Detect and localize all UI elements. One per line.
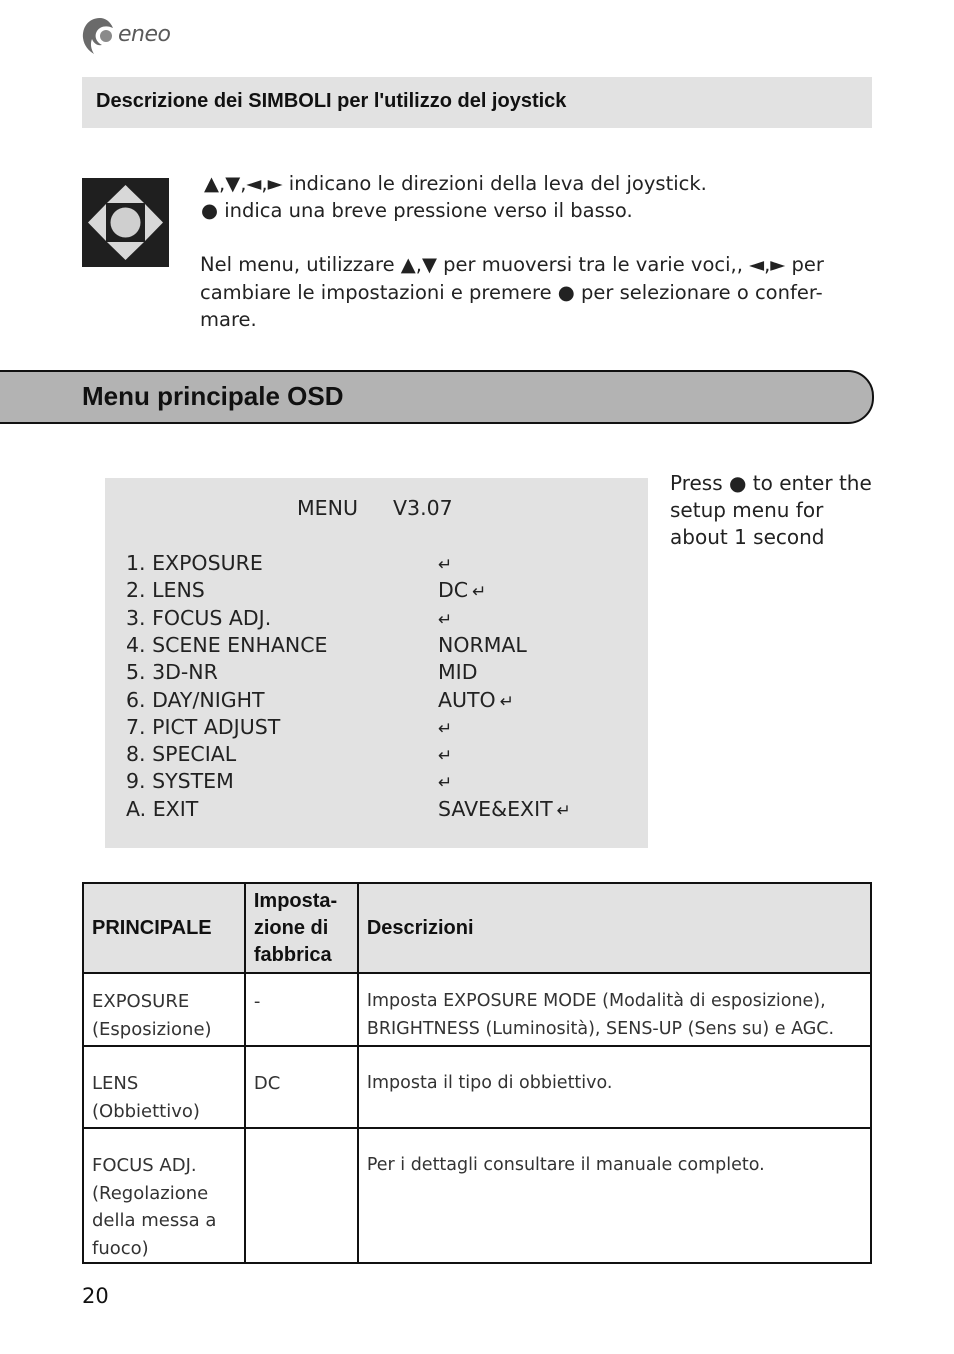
row-name: LENS (Obbiettivo) — [83, 1046, 245, 1128]
osd-menu-item-label: 6. DAY/NIGHT — [126, 687, 265, 712]
row-desc: Imposta EXPOSURE MODE (Modalità di esposizione), BRIGHTNESS (Luminosità), SENS-UP (Sens su) e AGC. — [358, 973, 871, 1046]
osd-menu-item-label: 4. SCENE ENHANCE — [126, 632, 328, 657]
table-row — [83, 973, 871, 1046]
osd-menu-item-label: A. EXIT — [126, 796, 199, 821]
osd-menu-item-value-text: SAVE&EXIT — [438, 796, 553, 821]
enter-icon: ↵ — [499, 691, 514, 712]
settings-table — [82, 882, 872, 1264]
eneo-logo-icon — [80, 16, 120, 58]
osd-menu-item-value — [438, 769, 452, 793]
header-principale: PRINCIPALE — [83, 883, 245, 973]
enter-icon: ↵ — [438, 609, 453, 630]
osd-menu-item-value-text: MID — [438, 660, 478, 685]
osd-menu-item-value — [438, 578, 486, 602]
osd-menu-item-value — [438, 551, 452, 575]
osd-menu-item-value-text: AUTO — [438, 687, 496, 712]
enter-icon: ↵ — [472, 582, 487, 603]
osd-menu-item-label: 7. PICT ADJUST — [126, 714, 281, 739]
osd-menu-item-value — [438, 715, 452, 739]
row-default — [245, 1128, 358, 1263]
logo-text: eneo — [118, 22, 171, 47]
osd-menu-item-label: 9. SYSTEM — [126, 769, 234, 794]
navigation-instructions: Nel menu, utilizzare ▲,▼ per muoversi tra le varie voci,, ◄,► per cambiare le impostazioni e premere ● per selezionare o confer-mare. — [200, 253, 824, 331]
osd-menu-item-value — [438, 797, 571, 821]
direction-description: ▲,▼,◄,► indicano le direzioni della leva del joystick. — [204, 172, 707, 195]
osd-menu-item-value — [438, 606, 452, 630]
osd-menu-item-value-text: NORMAL — [438, 632, 527, 657]
row-name: FOCUS ADJ. (Regolazione della messa a fuoco) — [83, 1128, 245, 1263]
osd-menu-title: MENU — [297, 496, 358, 520]
row-default: - — [245, 973, 358, 1046]
press-description: ● indica una breve pressione verso il basso. — [201, 199, 633, 222]
enter-icon: ↵ — [438, 718, 453, 739]
osd-menu-item-value — [438, 660, 478, 684]
table-row — [83, 1128, 871, 1263]
table-header-row — [83, 883, 871, 973]
row-default: DC — [245, 1046, 358, 1128]
osd-menu-item-value — [438, 742, 452, 766]
page-number: 20 — [82, 1284, 109, 1308]
header-descrizioni: Descrizioni — [358, 883, 871, 973]
enter-icon: ↵ — [438, 746, 453, 767]
osd-menu-item-value — [438, 688, 514, 712]
osd-menu-screen — [105, 478, 648, 848]
osd-menu-item-value — [438, 633, 527, 657]
header-default: Imposta-zione di fabbrica — [245, 883, 358, 973]
osd-heading: Menu principale OSD — [82, 381, 344, 411]
symbols-heading: Descrizione dei SIMBOLI per l'utilizzo del joystick — [96, 90, 567, 112]
enter-icon: ↵ — [556, 800, 571, 821]
osd-menu-version: V3.07 — [393, 496, 453, 520]
symbols-section-header — [82, 77, 872, 128]
enter-icon: ↵ — [438, 773, 453, 794]
row-desc: Per i dettagli consultare il manuale completo. — [358, 1128, 871, 1263]
osd-menu-item-label: 8. SPECIAL — [126, 742, 237, 767]
joystick-icon — [82, 178, 169, 267]
table-row — [83, 1046, 871, 1128]
osd-section-header — [0, 370, 874, 424]
osd-menu-item-value-text: DC — [438, 578, 469, 603]
enter-icon: ↵ — [438, 555, 453, 575]
row-desc: Imposta il tipo di obbiettivo. — [358, 1046, 871, 1128]
eneo-logo — [80, 16, 190, 58]
press-note: Press ● to enter the setup menu for about 1 second — [670, 471, 872, 549]
osd-menu-item-label: 3. FOCUS ADJ. — [126, 605, 272, 630]
row-name: EXPOSURE (Esposizione) — [83, 973, 245, 1046]
osd-menu-item-label: 1. EXPOSURE — [126, 551, 263, 575]
osd-menu-item-label: 2. LENS — [126, 578, 205, 603]
osd-menu-item-label: 5. 3D-NR — [126, 660, 218, 685]
